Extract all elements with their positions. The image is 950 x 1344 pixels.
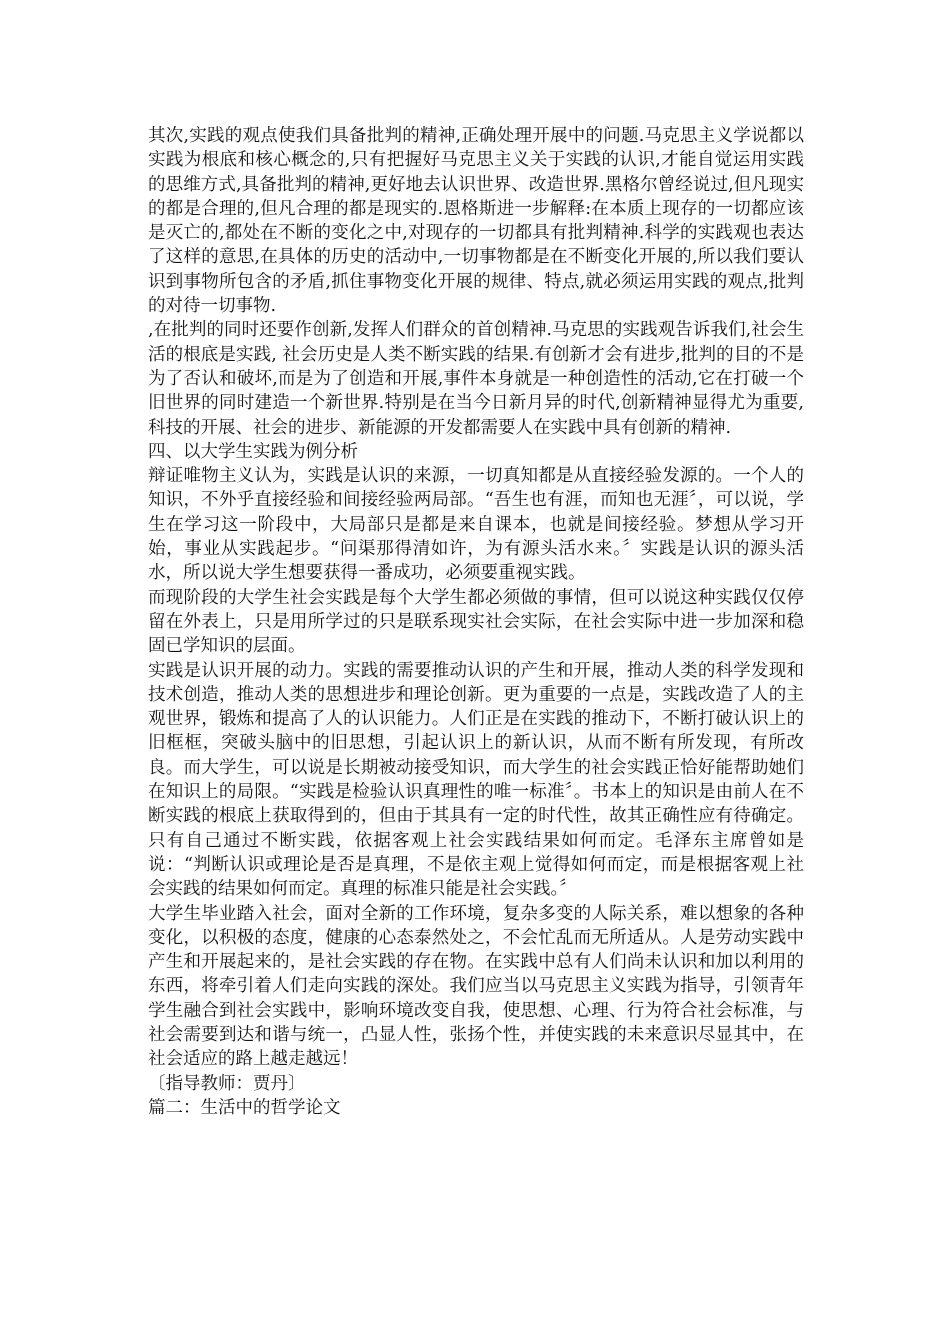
paragraph-current-practice: 而现阶段的大学生社会实践是每个大学生都必须做的事情，但可以说这种实践仅仅停留在外表上，只是用所学过的只是联系现实社会实际，在社会实际中进一步加深和稳固已学知识的层面。: [148, 587, 804, 657]
paragraph-knowledge-source: 辩证唯物主义认为，实践是认识的来源，一切真知都是从直接经验发源的。一个人的知识，不外乎直接经验和间接经验两局部。“吾生也有涯，而知也无涯〞，可以说，学生在学习这一阶段中，大局部只是都是来自课本，也就是间接经验。梦想从学习开始，事业从实践起步。“问渠那得清如许，为有源头活水来。〞实践是认识的源头活水，所以说大学生想要获得一番成功，必须要重视实践。: [148, 466, 804, 584]
section-heading: 四、以大学生实践为例分析: [148, 441, 358, 462]
advisor-note: 〔指导教师：贾丹〕: [148, 1073, 306, 1094]
document-body: [148, 124, 804, 1120]
paragraph-graduates: 大学生毕业踏入社会，面对全新的工作环境，复杂多变的人际关系，难以想象的各种变化，以积极的态度，健康的心态泰然处之，不会忙乱而无所适从。人是劳动实践中产生和开展起来的，是社会实践的存在物。在实践中总有人们尚未认识和加以利用的东西，将牵引着人们走向实践的深处。我们应当以马克思主义实践为指导，引领青年学生融合到社会实践中，影响环境改变自我，使思想、心理、行为符合社会标准，与社会需要到达和谐与统一，凸显人性，张扬个性，并使实践的未来意识尽显其中，在社会适应的路上越走越远！: [148, 903, 804, 1070]
paragraph-driving-force: 实践是认识开展的动力。实践的需要推动认识的产生和开展，推动人类的科学发现和技术创造，推动人类的思想进步和理论创新。更为重要的一点是，实践改造了人的主观世界，锻炼和提高了人的认识能力。人们正是在实践的推动下，不断打破认识上的旧框框，突破头脑中的旧思想，引起认识上的新认识，从而不断有所发现，有所改良。而大学生，可以说是长期被动接受知识，而大学生的社会实践正恰好能帮助她们在知识上的局限。“实践是检验认识真理性的唯一标准〞。书本上的知识是由前人在不断实践的根底上获取得到的，但由于其具有一定的时代性，故其正确性应有待确定。只有自己通过不断实践，依据客观上社会实践结果如何而定。毛泽东主席曾如是说：“判断认识或理论是否是真理，不是依主观上觉得如何而定，而是根据客观上社会实践的结果如何而定。真理的标准只能是社会实践。〞: [148, 660, 804, 900]
paragraph-innovation: ,在批判的同时还要作创新,发挥人们群众的首创精神.马克思的实践观告诉我们,社会生活的根底是实践, 社会历史是人类不断实践的结果.有创新才会有进步,批判的目的不是为了否认和破坏,而是为了创造和开展,事件本身就是一种创造性的活动,它在打破一个旧世界的同时建造一个新世界.特别是在当今日新月异的时代,创新精神显得尤为重要,科技的开展、社会的进步、新能源的开发都需要人在实践中具有创新的精神.: [148, 320, 804, 438]
next-article-title: 篇二：生活中的哲学论文: [148, 1097, 341, 1118]
paragraph-criticism: 其次,实践的观点使我们具备批判的精神,正确处理开展中的问题.马克思主义学说都以实践为根底和核心概念的,只有把握好马克思主义关于实践的认识,才能自觉运用实践的思维方式,具备批判的精神,更好地去认识世界、改造世界.黑格尔曾经说过,但凡现实的都是合理的,但凡合理的都是现实的.恩格斯进一步解释:在本质上现存的一切都应该是灭亡的,都处在不断的变化之中,对现存的一切都具有批判精神.科学的实践观也表达了这样的意思,在具体的历史的活动中,一切事物都是在不断变化开展的,所以我们要认识到事物所包含的矛盾,抓住事物变化开展的规律、特点,就必须运用实践的观点,批判的对待一切事物.: [148, 126, 804, 317]
